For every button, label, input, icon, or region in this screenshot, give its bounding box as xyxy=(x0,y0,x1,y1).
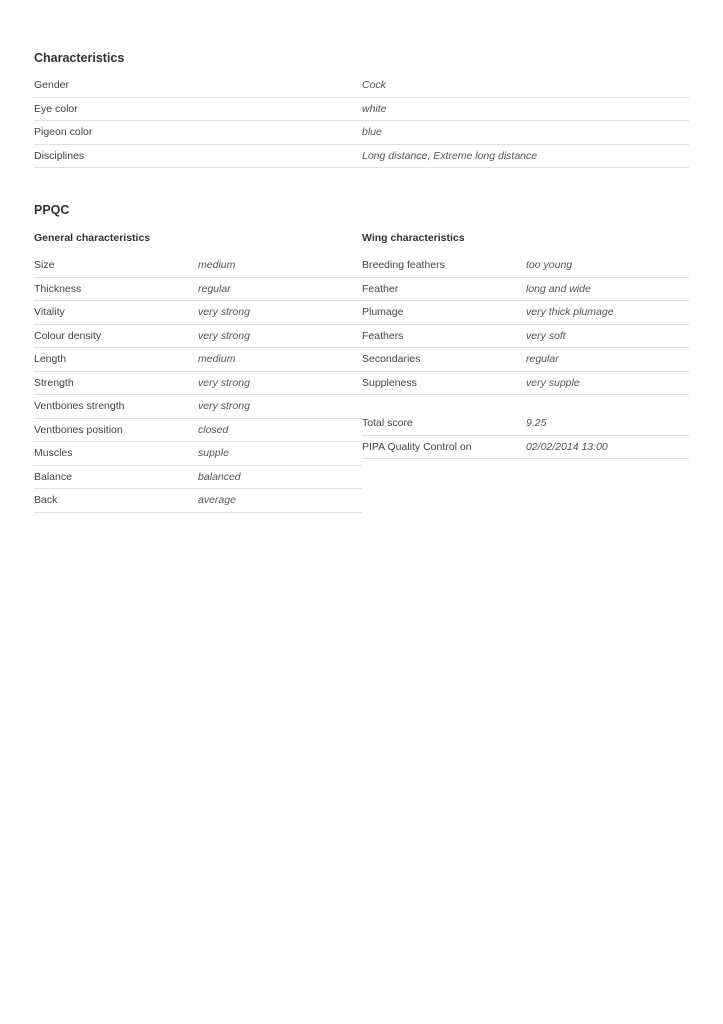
quality-control-date-row xyxy=(362,436,689,460)
row-label: Feather xyxy=(362,282,399,295)
row-value: Cock xyxy=(362,79,386,92)
row-label: Colour density xyxy=(34,329,102,342)
row-value: Long distance, Extreme long distance xyxy=(362,149,538,162)
row-label: Back xyxy=(34,494,58,507)
table-row xyxy=(34,372,362,396)
row-value: very strong xyxy=(198,329,250,342)
row-value: regular xyxy=(198,282,231,295)
characteristics-row-gender xyxy=(34,74,689,98)
row-value: very soft xyxy=(526,329,566,342)
row-value: very strong xyxy=(198,400,250,413)
row-value: regular xyxy=(526,353,559,366)
table-row xyxy=(34,442,362,466)
row-value: long and wide xyxy=(526,282,591,295)
row-value: closed xyxy=(198,423,229,436)
row-label: Total score xyxy=(362,417,413,430)
row-value: very strong xyxy=(198,306,250,319)
row-value: very thick plumage xyxy=(526,306,614,319)
row-value: too young xyxy=(526,259,573,272)
row-value: very supple xyxy=(526,376,580,389)
row-value: medium xyxy=(198,259,236,272)
row-label: Size xyxy=(34,259,55,272)
row-value: very strong xyxy=(198,376,250,389)
table-row xyxy=(34,325,362,349)
row-value: average xyxy=(198,494,236,507)
row-label: Breeding feathers xyxy=(362,259,445,272)
table-row xyxy=(34,466,362,490)
total-score-row xyxy=(362,412,689,436)
table-row xyxy=(34,301,362,325)
row-label: Suppleness xyxy=(362,376,417,389)
table-row xyxy=(34,489,362,513)
row-label: Ventbones position xyxy=(34,423,123,436)
row-label: Eye color xyxy=(34,102,78,115)
characteristics-row-eye-color xyxy=(34,98,689,122)
characteristics-table xyxy=(34,74,689,168)
row-label: Thickness xyxy=(34,282,82,295)
row-label: Plumage xyxy=(362,306,404,319)
table-row xyxy=(34,254,362,278)
general-characteristics-heading: General characteristics xyxy=(34,232,151,244)
ppqc-title: PPQC xyxy=(34,203,70,217)
summary-spacer xyxy=(362,395,689,412)
row-value: balanced xyxy=(198,470,241,483)
table-row xyxy=(34,348,362,372)
row-value: 9.25 xyxy=(526,417,547,430)
row-label: Balance xyxy=(34,470,72,483)
table-row xyxy=(34,419,362,443)
row-label: Feathers xyxy=(362,329,404,342)
table-row xyxy=(362,301,689,325)
row-label: Length xyxy=(34,353,67,366)
characteristics-row-pigeon-color xyxy=(34,121,689,145)
row-label: Muscles xyxy=(34,447,73,460)
characteristics-row-disciplines xyxy=(34,145,689,169)
row-value: medium xyxy=(198,353,236,366)
table-row xyxy=(362,325,689,349)
row-value: supple xyxy=(198,447,229,460)
table-row xyxy=(34,278,362,302)
characteristics-title: Characteristics xyxy=(34,51,125,65)
table-row xyxy=(362,254,689,278)
row-label: Disciplines xyxy=(34,149,85,162)
row-value: 02/02/2014 13:00 xyxy=(526,440,608,453)
table-row xyxy=(34,395,362,419)
wing-characteristics-heading: Wing characteristics xyxy=(362,232,465,244)
table-row xyxy=(362,278,689,302)
row-label: Ventbones strength xyxy=(34,400,125,413)
table-row xyxy=(362,348,689,372)
row-label: Gender xyxy=(34,79,70,92)
general-characteristics-column xyxy=(34,230,362,513)
row-label: Vitality xyxy=(34,306,65,319)
row-label: Secondaries xyxy=(362,353,421,366)
table-row xyxy=(362,372,689,396)
row-label: Strength xyxy=(34,376,74,389)
row-value: white xyxy=(362,102,387,115)
row-label: PIPA Quality Control on xyxy=(362,440,472,453)
row-label: Pigeon color xyxy=(34,126,93,139)
row-value: blue xyxy=(362,126,382,139)
wing-characteristics-column xyxy=(362,230,689,459)
